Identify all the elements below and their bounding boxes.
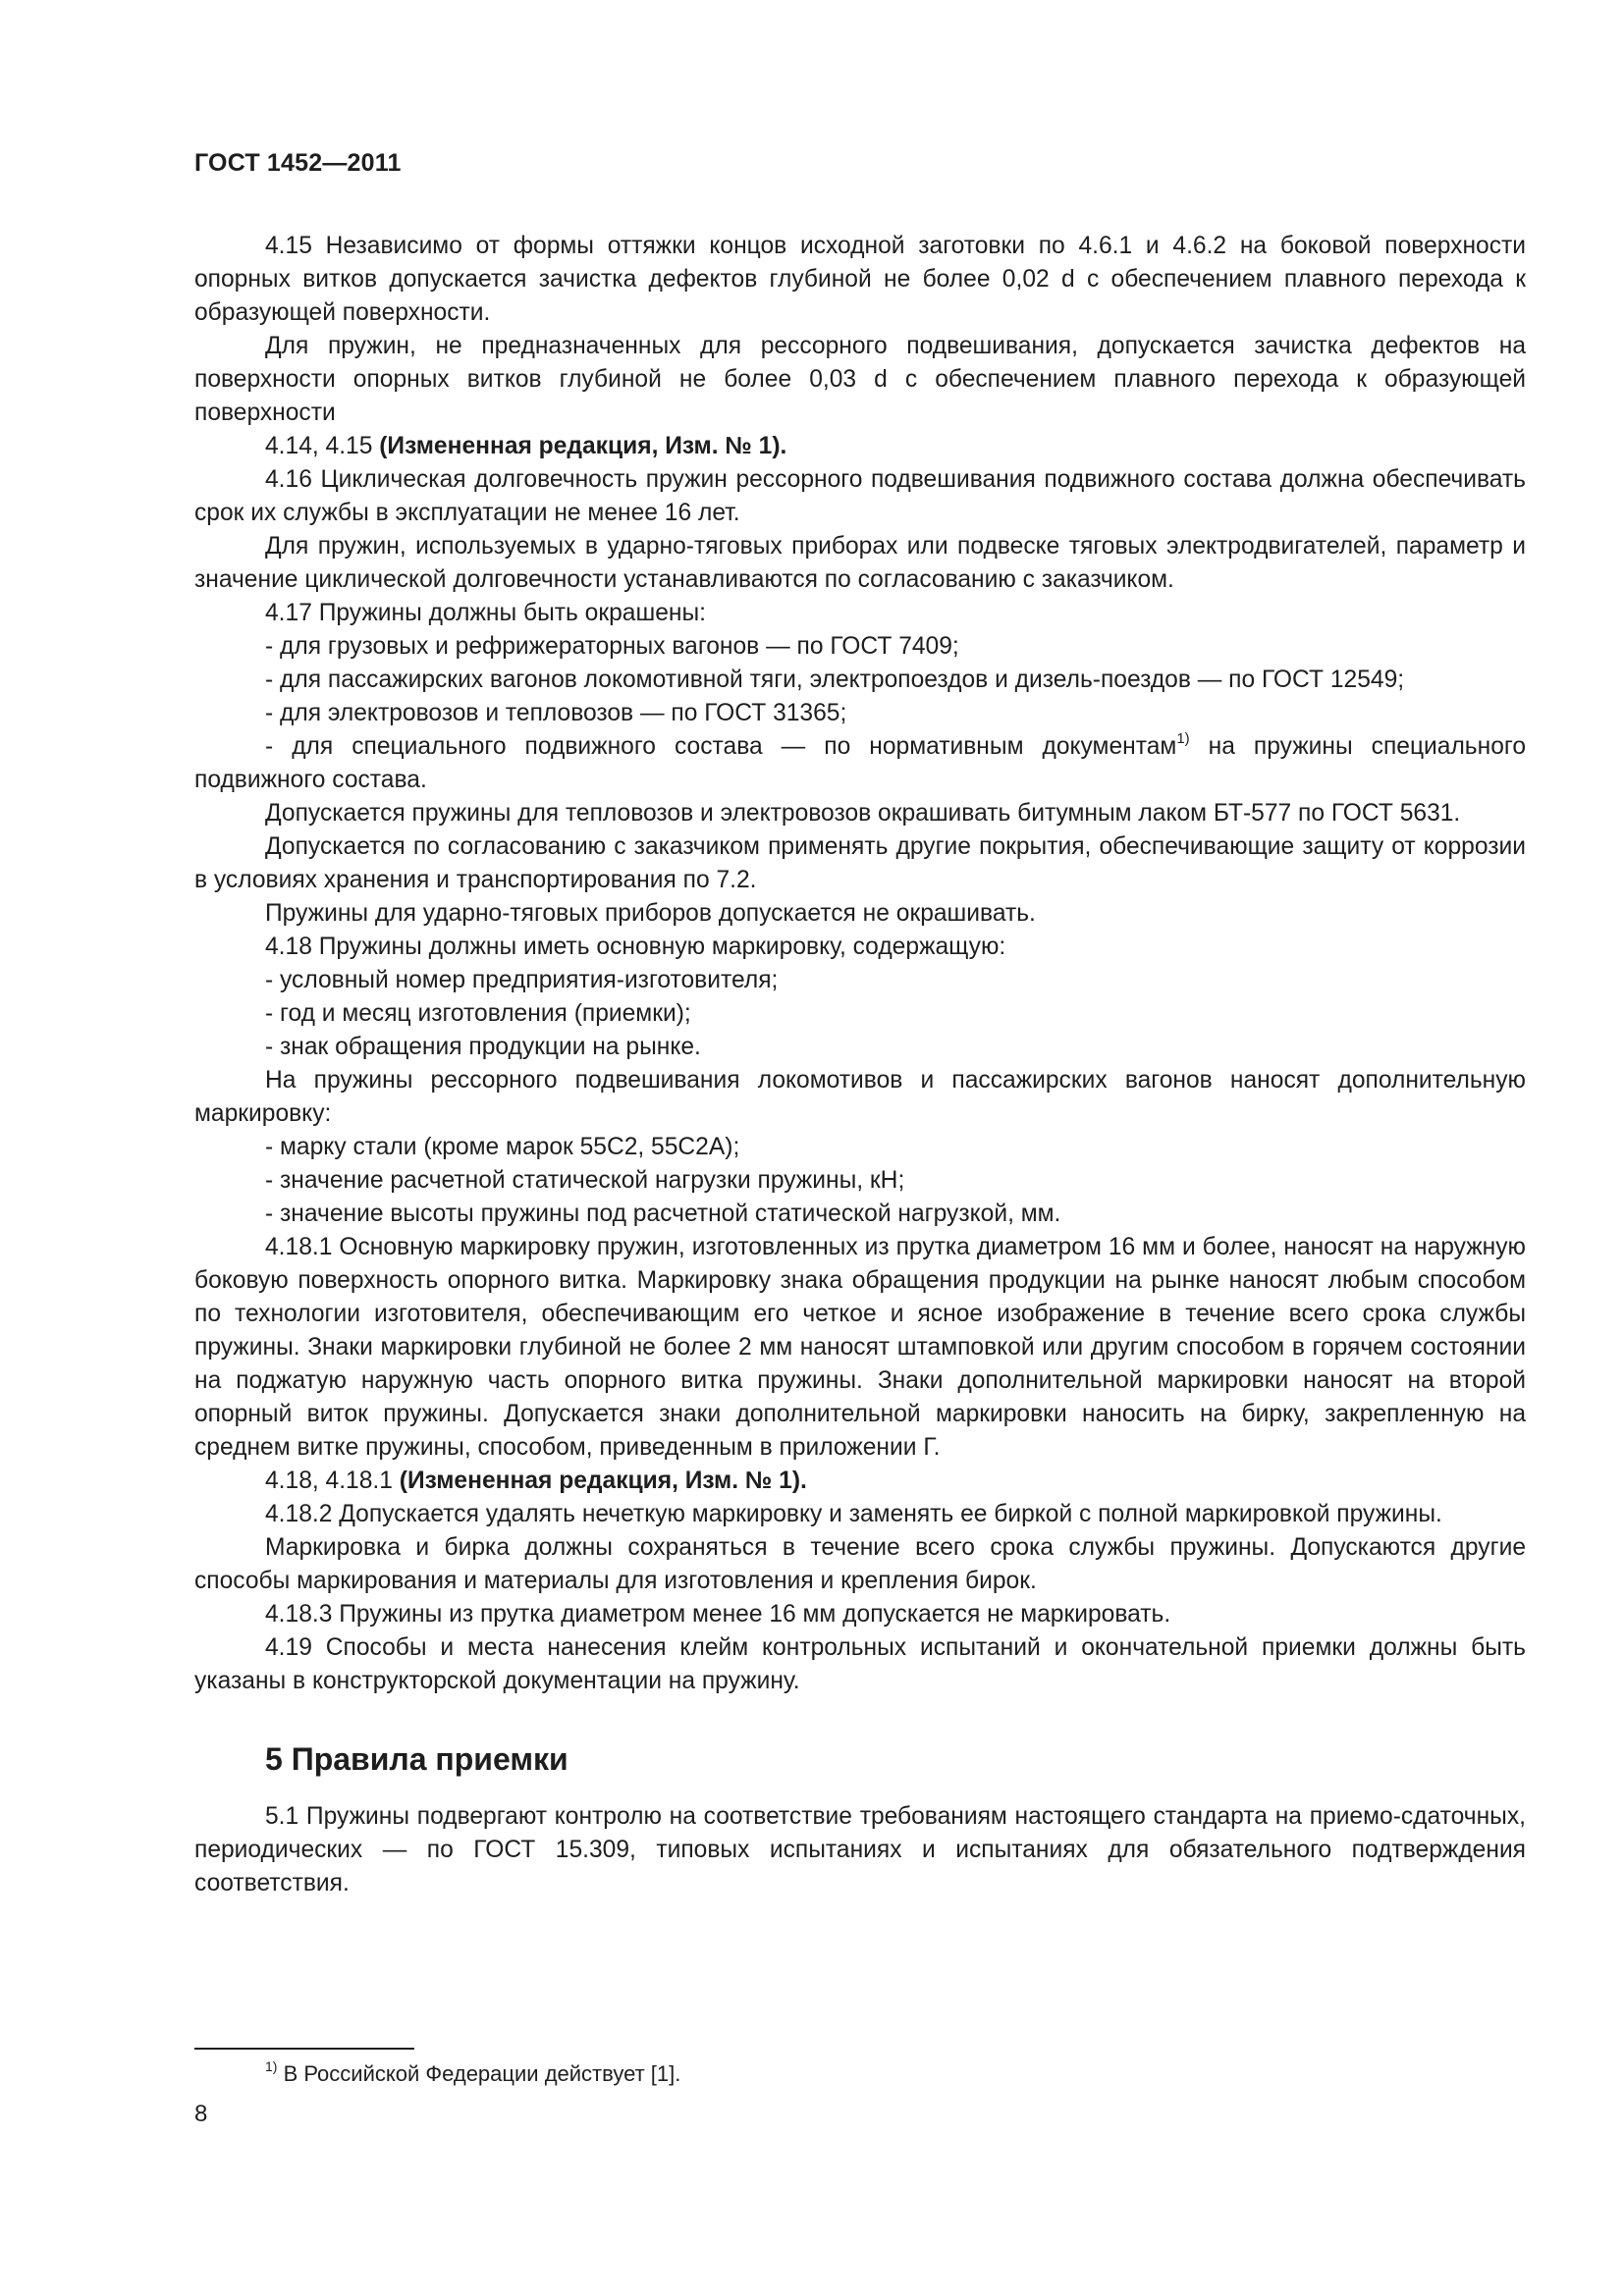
footnote-marker: 1) xyxy=(1176,729,1190,747)
list-item-text: - для специального подвижного состава — по нормативным документам xyxy=(265,733,1177,760)
document-header: ГОСТ 1452—2011 xyxy=(194,149,402,177)
list-item: - знак обращения продукции на рынке. xyxy=(265,1034,701,1060)
paragraph-4-18: 4.18 Пружины должны иметь основную маркировку, содержащую: xyxy=(265,934,1006,960)
list-item: - условный номер предприятия-изготовителя; xyxy=(265,967,779,993)
footnote-separator xyxy=(194,2048,414,2050)
paragraph: На пружины рессорного подвешивания локомотивов и пассажирских вагонов наносят дополнительную маркировку: xyxy=(194,1067,1526,1127)
list-item: - значение высоты пружины под расчетной статической нагрузкой, мм. xyxy=(265,1201,1061,1227)
paragraph: Для пружин, не предназначенных для рессорного подвешивания, допускается зачистка дефектов на поверхности опорных витков глубиной не более 0,03 d с обеспечением плавного перехода к образующей поверхности xyxy=(194,333,1526,426)
paragraph-4-19: 4.19 Способы и места нанесения клейм контрольных испытаний и окончательной приемки должны быть указаны в конструкторской документации на пружину. xyxy=(194,1634,1526,1694)
list-item: - значение расчетной статической нагрузки пружины, кН; xyxy=(265,1167,905,1194)
paragraph-5-1: 5.1 Пружины подвергают контролю на соответствие требованиям настоящего стандарта на приемо-сдаточных, периодических — по ГОСТ 15.309, типовых испытаниях и испытаниях для обязательного подтверждения соответствия. xyxy=(194,1803,1526,1896)
footnote xyxy=(265,2059,680,2089)
paragraph: Допускается по согласованию с заказчиком применять другие покрытия, обеспечивающие защиту от коррозии в условиях хранения и транспортирования по 7.2. xyxy=(194,833,1526,893)
page-number: 8 xyxy=(194,2101,208,2127)
amendment-note xyxy=(194,1465,1526,1498)
footnote-marker: 1) xyxy=(265,2057,278,2074)
paragraph-4-18-1: 4.18.1 Основную маркировку пружин, изготовленных из прутка диаметром 16 мм и более, наносят на наружную боковую поверхность опорного витка. Маркировку знака обращения продукции на рынке наносят любым способом по технологии изготовителя, обеспечивающим его четкое и ясное изображение в течение всего срока службы пружины. Знаки маркировки глубиной не более 2 мм наносят штамповкой или другим способом в горячем состоянии на поджатую наружную часть опорного витка пружины. Знаки дополнительной маркировки наносят на второй опорный виток пружины. Допускается знаки дополнительной маркировки наносить на бирку, закрепленную на среднем витке пружины, способом, приведенным в приложении Г. xyxy=(194,1234,1526,1461)
amendment-text: (Измененная редакция, Изм. № 1). xyxy=(399,1468,807,1494)
list-item-text: на пружины специального подвижного состава. xyxy=(194,733,1526,793)
list-item: - для пассажирских вагонов локомотивной тяги, электропоездов и дизель-поездов — по ГОСТ 12549; xyxy=(265,667,1405,693)
document-body xyxy=(194,230,1526,1900)
list-item: - для грузовых и рефрижераторных вагонов — по ГОСТ 7409; xyxy=(265,633,959,660)
amendment-ref: 4.18, 4.18.1 xyxy=(265,1468,400,1494)
footnote-text: В Российской Федерации действует [1]. xyxy=(277,2061,681,2086)
list-item xyxy=(194,730,1526,797)
section-heading: 5 Правила приемки xyxy=(265,1741,568,1777)
list-item: - марку стали (кроме марок 55С2, 55С2А); xyxy=(265,1134,740,1160)
paragraph-4-17: 4.17 Пружины должны быть окрашены: xyxy=(265,600,706,626)
amendment-text: (Измененная редакция, Изм. № 1). xyxy=(379,433,787,459)
paragraph: Маркировка и бирка должны сохраняться в течение всего срока службы пружины. Допускаются другие способы маркирования и материалы для изготовления и крепления бирок. xyxy=(194,1534,1526,1594)
list-item: - год и месяц изготовления (приемки); xyxy=(265,1000,691,1027)
paragraph: Пружины для ударно-тяговых приборов допускается не окрашивать. xyxy=(265,900,1036,927)
amendment-ref: 4.14, 4.15 xyxy=(265,433,380,459)
paragraph: Допускается пружины для тепловозов и электровозов окрашивать битумным лаком БТ-577 по ГОСТ 5631. xyxy=(265,800,1461,827)
paragraph-4-15: 4.15 Независимо от формы оттяжки концов исходной заготовки по 4.6.1 и 4.6.2 на боковой поверхности опорных витков допускается зачистка дефектов глубиной не более 0,02 d с обеспечением плавного перехода к образующей поверхности. xyxy=(194,233,1526,326)
paragraph: Для пружин, используемых в ударно-тяговых приборах или подвеске тяговых электродвигателей, параметр и значение циклической долговечности устанавливаются по согласованию с заказчиком. xyxy=(194,533,1526,593)
list-item: - для электровозов и тепловозов — по ГОСТ 31365; xyxy=(265,700,847,726)
paragraph-4-18-3: 4.18.3 Пружины из прутка диаметром менее 16 мм допускается не маркировать. xyxy=(265,1601,1171,1628)
amendment-note xyxy=(194,430,1526,463)
paragraph-4-16: 4.16 Циклическая долговечность пружин рессорного подвешивания подвижного состава должна обеспечивать срок их службы в эксплуатации не менее 16 лет. xyxy=(194,466,1526,526)
paragraph-4-18-2: 4.18.2 Допускается удалять нечеткую маркировку и заменять ее биркой с полной маркировкой пружины. xyxy=(265,1501,1442,1527)
